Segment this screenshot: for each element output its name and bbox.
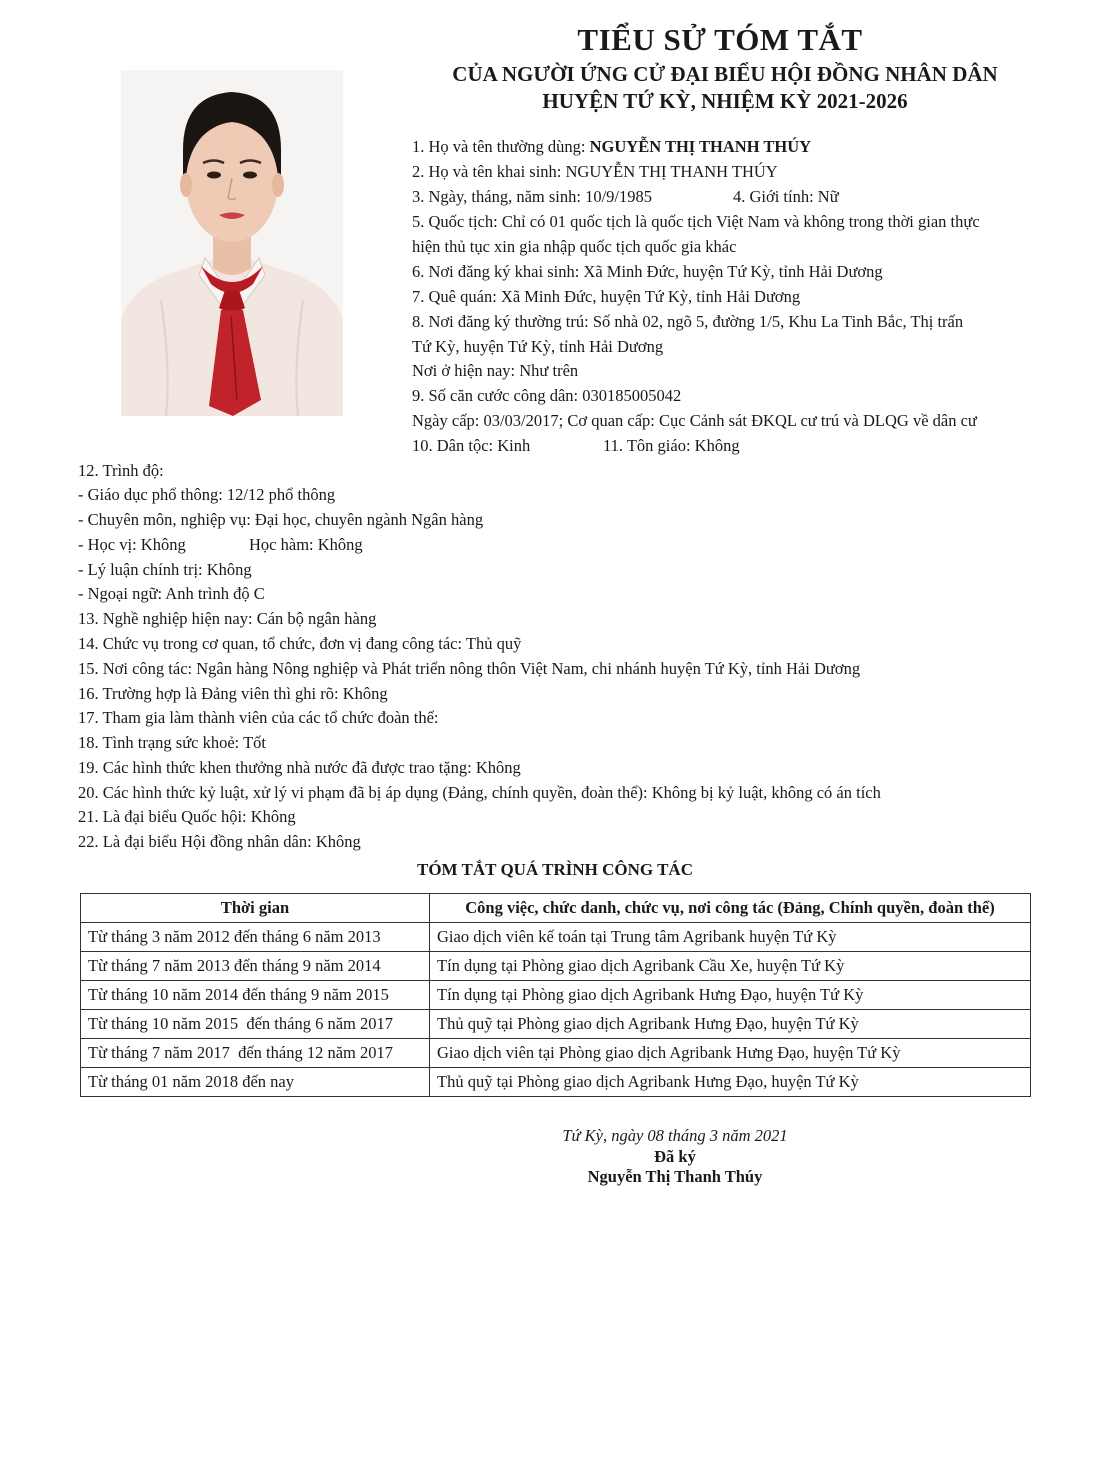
table-row: [81, 1010, 1031, 1039]
item-occupation: 13. Nghề nghiệp hiện nay: Cán bộ ngân hàng: [78, 609, 377, 628]
item-birth-name: 2. Họ và tên khai sinh: NGUYỄN THỊ THANH THÚY: [412, 162, 778, 181]
career-work-cell: Giao dịch viên kế toán tại Trung tâm Agribank huyện Tứ Kỳ: [430, 923, 1031, 952]
item-academic-title: Học hàm: Không: [249, 535, 363, 554]
career-period-cell: Từ tháng 10 năm 2014 đến tháng 9 năm 2015: [81, 981, 430, 1010]
item-hometown: 7. Quê quán: Xã Minh Đức, huyện Tứ Kỳ, tỉnh Hải Dương: [412, 287, 801, 306]
career-header-work: Công việc, chức danh, chức vụ, nơi công tác (Đảng, Chính quyền, đoàn thể): [430, 894, 1031, 923]
item-common-name-value: NGUYỄN THỊ THANH THÚY: [589, 137, 812, 156]
item-permanent-residence-cont: Tứ Kỳ, huyện Tứ Kỳ, tỉnh Hải Dương: [412, 337, 664, 356]
table-row: [81, 1039, 1031, 1068]
career-section-title: TÓM TẮT QUÁ TRÌNH CÔNG TÁC: [417, 860, 693, 879]
signature-name: Nguyễn Thị Thanh Thúy: [587, 1167, 763, 1186]
signature-place-date: Tứ Kỳ, ngày 08 tháng 3 năm 2021: [562, 1126, 788, 1145]
career-work-cell: Thủ quỹ tại Phòng giao dịch Agribank Hưng Đạo, huyện Tứ Kỳ: [430, 1010, 1031, 1039]
signature-signed-note: Đã ký: [654, 1147, 696, 1166]
career-period-cell: Từ tháng 3 năm 2012 đến tháng 6 năm 2013: [81, 923, 430, 952]
item-organizations: 17. Tham gia làm thành viên của các tổ chức đoàn thể:: [78, 708, 439, 727]
document-subtitle-1: CỦA NGƯỜI ỨNG CỬ ĐẠI BIỂU HỘI ĐỒNG NHÂN DÂN: [452, 62, 998, 86]
table-row: [81, 923, 1031, 952]
item-id-issue-info: Ngày cấp: 03/03/2017; Cơ quan cấp: Cục Cảnh sát ĐKQL cư trú và DLQG về dân cư: [412, 411, 977, 430]
career-work-cell: Giao dịch viên tại Phòng giao dịch Agribank Hưng Đạo, huyện Tứ Kỳ: [430, 1039, 1031, 1068]
career-period-cell: Từ tháng 7 năm 2017 đến tháng 12 năm 2017: [81, 1039, 430, 1068]
item-nationality: 5. Quốc tịch: Chỉ có 01 quốc tịch là quốc tịch Việt Nam và không trong thời gian thực: [412, 212, 980, 231]
item-general-education: - Giáo dục phổ thông: 12/12 phổ thông: [78, 485, 336, 504]
career-period-cell: Từ tháng 01 năm 2018 đến nay: [81, 1068, 430, 1097]
item-gender: 4. Giới tính: Nữ: [733, 187, 839, 206]
item-political-theory: - Lý luận chính trị: Không: [78, 560, 252, 579]
career-work-cell: Tín dụng tại Phòng giao dịch Agribank Hưng Đạo, huyện Tứ Kỳ: [430, 981, 1031, 1010]
item-citizen-id: 9. Số căn cước công dân: 030185005042: [412, 386, 682, 405]
item-professional-qualification: - Chuyên môn, nghiệp vụ: Đại học, chuyên ngành Ngân hàng: [78, 510, 484, 529]
career-work-cell: Thủ quỹ tại Phòng giao dịch Agribank Hưng Đạo, huyện Tứ Kỳ: [430, 1068, 1031, 1097]
item-ethnicity: 10. Dân tộc: Kinh: [412, 436, 531, 455]
item-health: 18. Tình trạng sức khoẻ: Tốt: [78, 733, 266, 752]
item-peoples-council: 22. Là đại biểu Hội đồng nhân dân: Không: [78, 832, 361, 851]
candidate-portrait-photo: [121, 70, 343, 416]
item-education-heading: 12. Trình độ:: [78, 461, 164, 480]
item-date-of-birth: 3. Ngày, tháng, năm sinh: 10/9/1985: [412, 187, 652, 206]
item-position: 14. Chức vụ trong cơ quan, tổ chức, đơn vị đang công tác: Thủ quỹ: [78, 634, 522, 653]
item-national-assembly: 21. Là đại biểu Quốc hội: Không: [78, 807, 296, 826]
item-foreign-language: - Ngoại ngữ: Anh trình độ C: [78, 584, 265, 603]
table-row: [81, 1068, 1031, 1097]
document-subtitle-2: HUYỆN TỨ KỲ, NHIỆM KỲ 2021-2026: [542, 89, 908, 113]
item-birth-registration-place: 6. Nơi đăng ký khai sinh: Xã Minh Đức, huyện Tứ Kỳ, tỉnh Hải Dương: [412, 262, 883, 281]
item-workplace: 15. Nơi công tác: Ngân hàng Nông nghiệp và Phát triển nông thôn Việt Nam, chi nhánh huyện Tứ Kỳ, tỉnh Hải Dương: [78, 659, 861, 678]
document-title: TIỂU SỬ TÓM TẮT: [577, 22, 863, 57]
item-common-name-label: 1. Họ và tên thường dùng:: [412, 137, 590, 156]
career-work-cell: Tín dụng tại Phòng giao dịch Agribank Cầu Xe, huyện Tứ Kỳ: [430, 952, 1031, 981]
item-nationality-cont: hiện thủ tục xin gia nhập quốc tịch quốc gia khác: [412, 237, 737, 256]
career-period-cell: Từ tháng 10 năm 2015 đến tháng 6 năm 2017: [81, 1010, 430, 1039]
item-current-residence: Nơi ở hiện nay: Như trên: [412, 361, 579, 380]
item-religion: 11. Tôn giáo: Không: [603, 436, 740, 455]
career-table: [80, 893, 1031, 1097]
table-row: [81, 952, 1031, 981]
career-table-header-row: [81, 894, 1031, 923]
item-academic-degree: - Học vị: Không: [78, 535, 186, 554]
career-header-period: Thời gian: [81, 894, 430, 923]
item-permanent-residence: 8. Nơi đăng ký thường trú: Số nhà 02, ngõ 5, đường 1/5, Khu La Tinh Bắc, Thị trấn: [412, 312, 964, 331]
item-awards: 19. Các hình thức khen thưởng nhà nước đã được trao tặng: Không: [78, 758, 521, 777]
item-common-name: [412, 137, 811, 157]
item-disciplinary: 20. Các hình thức kỷ luật, xử lý vi phạm đã bị áp dụng (Đảng, chính quyền, đoàn thể): Không bị kỷ luật, không có án tích: [78, 783, 881, 802]
table-row: [81, 981, 1031, 1010]
career-period-cell: Từ tháng 7 năm 2013 đến tháng 9 năm 2014: [81, 952, 430, 981]
item-party-member: 16. Trường hợp là Đảng viên thì ghi rõ: Không: [78, 684, 388, 703]
